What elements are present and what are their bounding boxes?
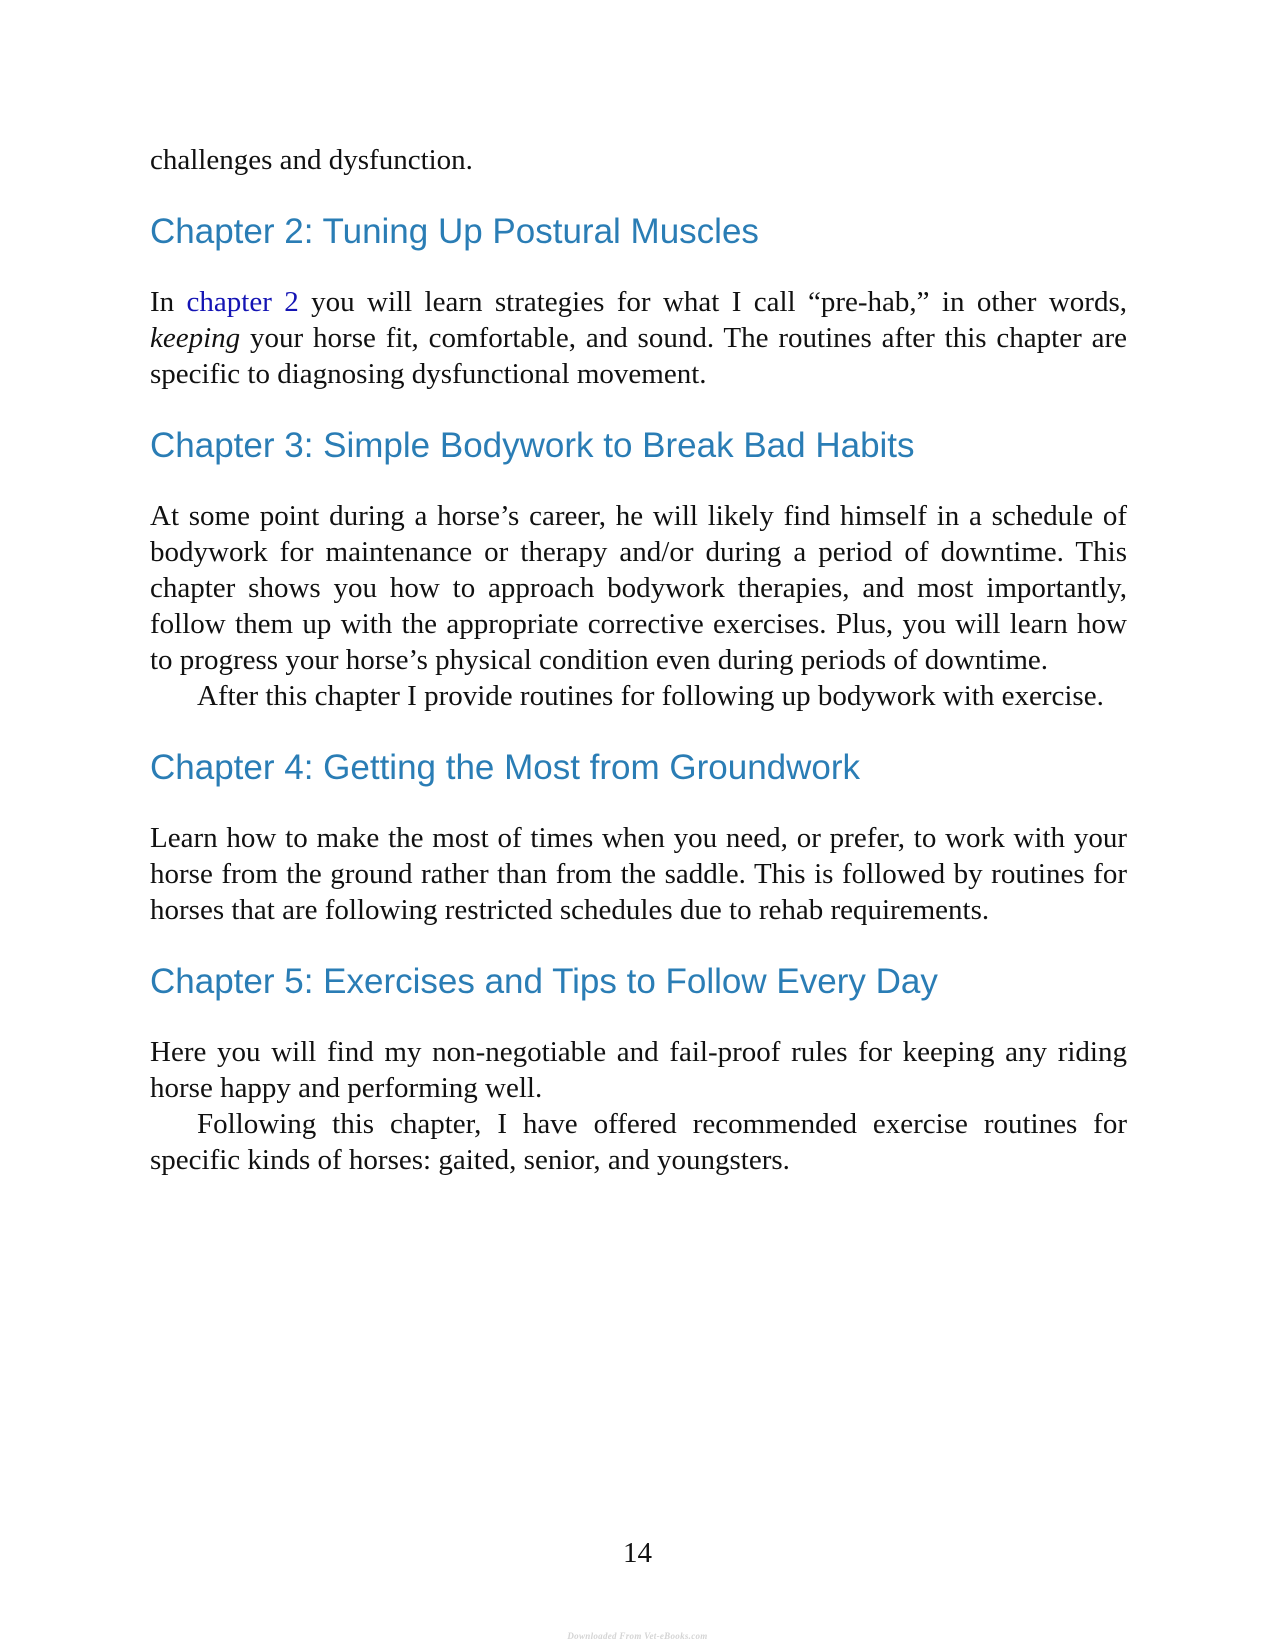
chapter-5-paragraph-1: Here you will find my non-negotiable and fail-proof rules for keeping any riding horse happy and performing well. — [150, 1036, 1127, 1104]
chapter-2-paragraph-lead: In — [150, 286, 187, 318]
chapter-2-emphasis: keeping — [150, 322, 241, 354]
chapter-3-heading: Chapter 3: Simple Bodywork to Break Bad Habits — [150, 426, 915, 465]
chapter-4-paragraph: Learn how to make the most of times when you need, or prefer, to work with your horse from the ground rather than from the saddle. This is followed by routines for horses that are following restricted schedules due to rehab requirements. — [150, 822, 1127, 926]
chapter-5-paragraph-2: Following this chapter, I have offered recommended exercise routines for specific kinds of horses: gaited, senior, and youngsters. — [150, 1108, 1127, 1176]
chapter-4-heading: Chapter 4: Getting the Most from Groundwork — [150, 748, 861, 787]
chapter-2-heading: Chapter 2: Tuning Up Postural Muscles — [150, 212, 759, 251]
chapter-3-paragraph-2: After this chapter I provide routines for following up bodywork with exercise. — [197, 680, 1104, 712]
chapter-3-paragraph-1: At some point during a horse’s career, he will likely find himself in a schedule of bodywork for maintenance or therapy and/or during a period of downtime. This chapter shows you how to approach bodywork therapies, and most importantly, follow them up with the appropriate corrective exercises. Plus, you will learn how to progress your horse’s physical condition even during periods of downtime. — [150, 500, 1127, 676]
chapter-2-paragraph-after-link: you will learn strategies for what I call “pre-hab,” in other words, — [298, 286, 1127, 318]
chapter-2-paragraph-rest: your horse fit, comfortable, and sound. The routines after this chapter are specific to diagnosing dysfunctional movement. — [150, 322, 1127, 390]
chapter-5-heading: Chapter 5: Exercises and Tips to Follow Every Day — [150, 962, 938, 1001]
intro-paragraph-tail: challenges and dysfunction. — [150, 144, 473, 176]
watermark-text: Downloaded From Vet-eBooks.com — [567, 1631, 708, 1641]
chapter-2-paragraph — [150, 284, 1127, 392]
page-number: 14 — [623, 1537, 652, 1569]
page-content — [150, 142, 1127, 1178]
chapter-2-link[interactable]: chapter 2 — [186, 286, 299, 318]
